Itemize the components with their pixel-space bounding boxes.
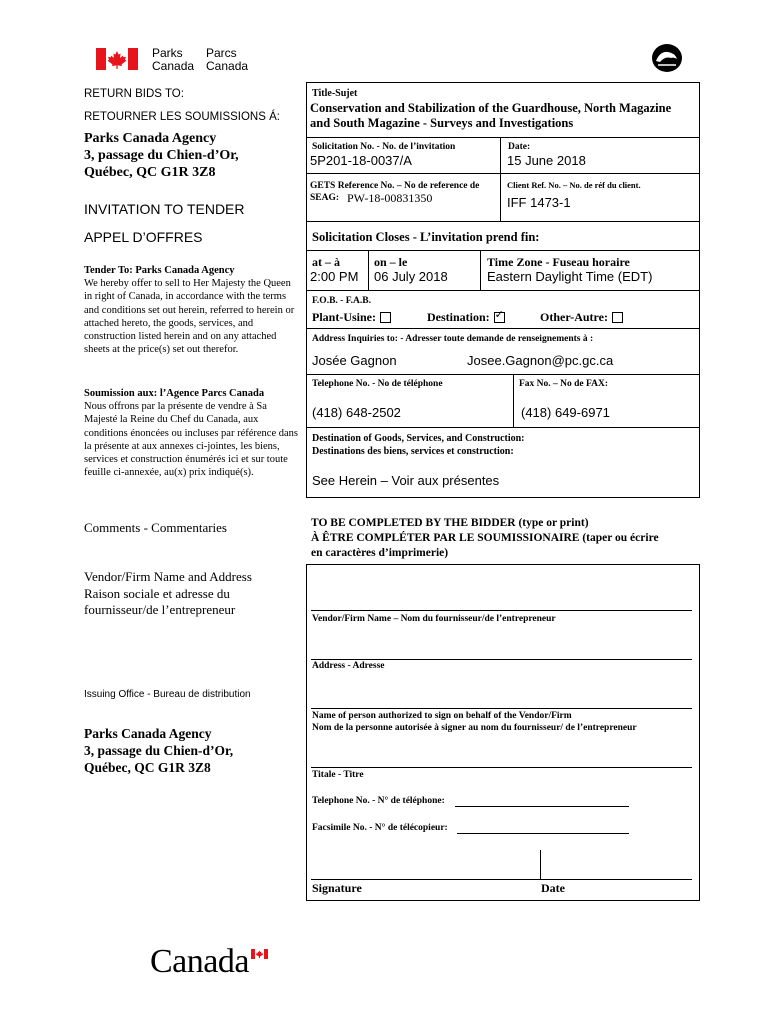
auth-label-line2: Nom de la personne autorisée à signer au nom du fournisseur/ de l’entrepreneur xyxy=(312,722,637,733)
dest-label-line1: Destination of Goods, Services, and Construction: xyxy=(312,433,525,444)
gets-no-value: PW-18-00831350 xyxy=(347,191,433,205)
title-field[interactable] xyxy=(311,767,692,768)
title-line2: and South Magazine - Surveys and Investigations xyxy=(310,116,574,130)
canada-wordmark xyxy=(150,944,280,984)
beaver-emblem-icon xyxy=(650,42,684,74)
vendor-firm-line2: Raison sociale et adresse du xyxy=(84,585,230,601)
parks-fr-line1: Parcs xyxy=(206,46,237,60)
fax-field-label: Facsimile No. - N° de télécopieur: xyxy=(312,823,448,833)
soumission-heading: Soumission aux: l’Agence Parcs Canada xyxy=(84,388,265,399)
invitation-title-fr: APPEL D’OFFRES xyxy=(84,229,203,245)
parks-canada-signature xyxy=(96,47,256,73)
invitation-title-en: INVITATION TO TENDER xyxy=(84,201,245,217)
at-label: at – à xyxy=(312,255,340,269)
issuing-address-line3: Québec, QC G1R 3Z8 xyxy=(84,760,211,775)
signature-date-divider xyxy=(540,850,541,880)
tender-to-block xyxy=(84,264,298,356)
return-bids-fr: RETOURNER LES SOUMISSIONS Á: xyxy=(84,111,280,123)
other-checkbox[interactable] xyxy=(612,312,623,323)
plant-label: Plant-Usine: xyxy=(312,310,376,324)
phone-field[interactable] xyxy=(455,806,629,807)
fax-value: (418) 649-6971 xyxy=(521,405,610,420)
canada-flag-icon xyxy=(96,48,138,70)
destination-checkbox[interactable] xyxy=(494,312,505,323)
plant-checkbox[interactable] xyxy=(380,312,391,323)
soumission-block xyxy=(84,387,298,479)
solicitation-no-label: Solicitation No. - No. de l’invitation xyxy=(312,142,456,152)
dest-value: See Herein – Voir aux présentes xyxy=(312,473,500,488)
vendor-firm-label xyxy=(84,569,252,619)
tel-label: Telephone No. - No de téléphone xyxy=(312,379,443,389)
return-address-line3: Québec, QC G1R 3Z8 xyxy=(84,165,216,180)
title-value xyxy=(310,101,671,131)
client-ref-value: IFF 1473-1 xyxy=(507,195,571,210)
canada-wordmark-text: Canada xyxy=(150,943,249,980)
dest-label xyxy=(312,433,525,458)
phone-field-label: Telephone No. - N° de téléphone: xyxy=(312,796,445,806)
inquiries-label: Address Inquiries to: - Adresser toute demande de renseignements à : xyxy=(312,334,594,344)
parks-en-line2: Canada xyxy=(152,58,195,73)
signature-label: Signature xyxy=(312,881,362,895)
return-bids-en: RETURN BIDS TO: xyxy=(84,88,184,100)
bidder-heading xyxy=(311,516,659,561)
issuing-address xyxy=(84,725,233,776)
vendor-name-field[interactable] xyxy=(311,610,692,611)
tender-to-heading: Tender To: Parks Canada Agency xyxy=(84,265,235,276)
address-field[interactable] xyxy=(311,659,692,660)
date-label: Date: xyxy=(508,142,531,152)
tz-label: Time Zone - Fuseau horaire xyxy=(487,255,630,269)
issuing-address-line1: Parks Canada Agency xyxy=(84,726,212,741)
fob-label: F.O.B. - F.A.B. xyxy=(312,296,371,306)
issuing-address-line2: 3, passage du Chien-d’Or, xyxy=(84,743,234,758)
bidder-heading-line1: TO BE COMPLETED BY THE BIDDER (type or print) xyxy=(311,517,589,529)
parks-fr-line2: Canada xyxy=(206,58,249,73)
date-value: 15 June 2018 xyxy=(507,153,586,168)
destination-label: Destination: xyxy=(427,310,490,324)
signature-field[interactable] xyxy=(311,879,692,880)
gets-label-line1: GETS Reference No. – No de reference de xyxy=(310,181,480,191)
bidder-heading-line3: en caractères d’imprimerie) xyxy=(311,547,449,559)
tender-to-body: We hereby offer to sell to Her Majesty the Queen in right of Canada, in accordance with the terms and conditions set out herein, referred to herein or attached hereto, the goods, services, and construction listed herein and on any attached sheets at the price(s) set out therefor. xyxy=(84,278,295,356)
vendor-name-label: Vendor/Firm Name – Nom du fournisseur/de l’entrepreneur xyxy=(312,614,556,624)
gets-label-line2: SEAG: xyxy=(310,193,340,203)
vendor-firm-line3: fournisseur/de l’entrepreneur xyxy=(84,602,236,617)
tel-value: (418) 648-2502 xyxy=(312,405,401,420)
auth-label-line1: Name of person authorized to sign on behalf of the Vendor/Firm xyxy=(312,711,572,721)
title-field-label: Titale - Titre xyxy=(312,770,364,780)
title-label: Title-Sujet xyxy=(312,88,358,99)
soumission-body: Nous offrons par la présente de vendre à Sa Majesté la Reine du Chef du Canada, aux conditions énoncées ou incluses par référence dans la présente at aux annexes ci-jointes, les biens, services et construction énumérés ici et sur toute feuille ci-annexée, au(x) prix indiqué(s). xyxy=(84,401,298,479)
dest-label-line2: Destinations des biens, services et construction: xyxy=(312,445,514,457)
return-address xyxy=(84,130,239,181)
closes-label: Solicitation Closes - L’invitation prend fin: xyxy=(312,230,540,244)
fob-destination[interactable] xyxy=(427,310,505,325)
on-value: 06 July 2018 xyxy=(374,269,448,284)
at-value: 2:00 PM xyxy=(310,269,359,284)
wordmark-flag-icon xyxy=(251,949,268,959)
other-label: Other-Autre: xyxy=(540,310,608,324)
fob-plant[interactable] xyxy=(312,310,391,325)
client-ref-label: Client Ref. No. – No. de réf du client. xyxy=(507,180,641,190)
contact-name: Josée Gagnon xyxy=(312,353,397,368)
auth-name-field[interactable] xyxy=(311,708,692,709)
date-field-label: Date xyxy=(541,881,565,895)
fax-label: Fax No. – No de FAX: xyxy=(519,379,609,389)
tz-value: Eastern Daylight Time (EDT) xyxy=(487,269,653,284)
contact-email: Josee.Gagnon@pc.gc.ca xyxy=(467,353,614,368)
on-label: on – le xyxy=(374,255,408,269)
auth-label xyxy=(312,711,637,734)
vendor-firm-line1: Vendor/Firm Name and Address xyxy=(84,569,252,584)
return-address-line2: 3, passage du Chien-d’Or, xyxy=(84,148,239,163)
comments-label: Comments - Commentaries xyxy=(84,520,227,535)
title-line1: Conservation and Stabilization of the Guardhouse, North Magazine xyxy=(310,101,672,115)
solicitation-no-value: 5P201-18-0037/A xyxy=(310,153,412,168)
fax-field[interactable] xyxy=(457,833,629,834)
address-label: Address - Adresse xyxy=(312,661,385,671)
bidder-heading-line2: À ÊTRE COMPLÉTER PAR LE SOUMISSIONAIRE (taper ou écrire xyxy=(311,532,659,544)
return-address-line1: Parks Canada Agency xyxy=(84,131,217,146)
fob-other[interactable] xyxy=(540,310,623,325)
issuing-office-label: Issuing Office - Bureau de distribution xyxy=(84,689,251,700)
parks-en-line1: Parks xyxy=(152,46,183,60)
